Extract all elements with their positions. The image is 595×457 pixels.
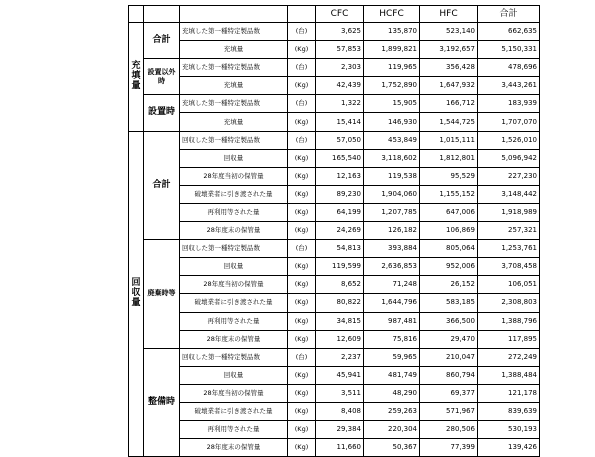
value-total: 1,388,796 (478, 312, 540, 330)
value-hfc: 77,399 (420, 439, 478, 457)
row-unit: (Kg) (288, 185, 316, 203)
value-hfc: 69,377 (420, 384, 478, 402)
table-row (129, 222, 540, 240)
row-unit: (Kg) (288, 113, 316, 131)
table-row (129, 77, 540, 95)
row-item-label: 28年度当初の保管量 (180, 276, 288, 294)
row-item-label: 再利用等された量 (180, 312, 288, 330)
value-cfc: 11,660 (316, 439, 364, 457)
row-unit: (Kg) (288, 41, 316, 59)
value-hfc: 366,500 (420, 312, 478, 330)
value-hfc: 583,185 (420, 294, 478, 312)
table-row (129, 131, 540, 149)
section-label: 設置以外時 (144, 59, 180, 95)
header-blank-item (180, 6, 288, 23)
value-hfc: 1,544,725 (420, 113, 478, 131)
row-unit: (台) (288, 23, 316, 41)
header-cfc: CFC (316, 6, 364, 23)
group-fill-text: 充填量 (131, 61, 141, 92)
value-cfc: 3,625 (316, 23, 364, 41)
value-hfc: 210,047 (420, 348, 478, 366)
value-hcfc: 220,304 (364, 421, 420, 439)
value-cfc: 57,050 (316, 131, 364, 149)
table-row (129, 113, 540, 131)
table-row (129, 23, 540, 41)
value-hfc: 1,155,152 (420, 185, 478, 203)
section-label: 合計 (144, 131, 180, 240)
value-cfc: 2,237 (316, 348, 364, 366)
value-hcfc: 50,367 (364, 439, 420, 457)
header-hcfc: HCFC (364, 6, 420, 23)
value-hcfc: 1,752,890 (364, 77, 420, 95)
value-total: 272,249 (478, 348, 540, 366)
table-row (129, 185, 540, 203)
row-unit: (Kg) (288, 366, 316, 384)
row-unit: (台) (288, 348, 316, 366)
value-hcfc: 259,263 (364, 402, 420, 420)
value-hcfc: 1,899,821 (364, 41, 420, 59)
value-hcfc: 15,905 (364, 95, 420, 113)
row-unit: (Kg) (288, 77, 316, 95)
header-hfc: HFC (420, 6, 478, 23)
value-total: 662,635 (478, 23, 540, 41)
value-total: 3,443,261 (478, 77, 540, 95)
header-total: 合計 (478, 6, 540, 23)
value-hfc: 860,794 (420, 366, 478, 384)
value-hfc: 95,529 (420, 167, 478, 185)
row-item-label: 充填した第一種特定製品数 (180, 95, 288, 113)
value-cfc: 1,322 (316, 95, 364, 113)
value-total: 478,696 (478, 59, 540, 77)
table-row (129, 366, 540, 384)
value-hfc: 1,812,801 (420, 149, 478, 167)
row-unit: (Kg) (288, 439, 316, 457)
row-unit: (台) (288, 95, 316, 113)
table-row (129, 149, 540, 167)
value-cfc: 12,609 (316, 330, 364, 348)
row-unit: (Kg) (288, 294, 316, 312)
row-item-label: 破壊業者に引き渡された量 (180, 294, 288, 312)
value-hfc: 571,967 (420, 402, 478, 420)
table-row (129, 167, 540, 185)
row-item-label: 28年度当初の保管量 (180, 384, 288, 402)
table-row (129, 258, 540, 276)
row-unit: (台) (288, 131, 316, 149)
value-total: 1,918,989 (478, 203, 540, 221)
header-row (129, 6, 540, 23)
value-hcfc: 393,884 (364, 240, 420, 258)
value-cfc: 2,303 (316, 59, 364, 77)
value-cfc: 165,540 (316, 149, 364, 167)
row-item-label: 充填した第一種特定製品数 (180, 59, 288, 77)
value-cfc: 45,941 (316, 366, 364, 384)
row-item-label: 回収した第一種特定製品数 (180, 240, 288, 258)
value-cfc: 24,269 (316, 222, 364, 240)
value-hfc: 166,712 (420, 95, 478, 113)
table-row (129, 439, 540, 457)
table-row (129, 421, 540, 439)
row-item-label: 28年度末の保管量 (180, 439, 288, 457)
value-total: 106,051 (478, 276, 540, 294)
value-hcfc: 126,182 (364, 222, 420, 240)
row-item-label: 充填量 (180, 41, 288, 59)
value-hfc: 280,506 (420, 421, 478, 439)
value-hcfc: 71,248 (364, 276, 420, 294)
value-cfc: 29,384 (316, 421, 364, 439)
value-cfc: 89,230 (316, 185, 364, 203)
value-hcfc: 119,965 (364, 59, 420, 77)
row-unit: (Kg) (288, 421, 316, 439)
value-total: 121,178 (478, 384, 540, 402)
value-total: 1,253,761 (478, 240, 540, 258)
header-blank-subgroup (144, 6, 180, 23)
refrigerant-data-table (128, 5, 540, 457)
header-blank-group (129, 6, 144, 23)
table-row (129, 330, 540, 348)
value-hcfc: 1,207,785 (364, 203, 420, 221)
value-total: 1,388,484 (478, 366, 540, 384)
group-recovery-label (129, 131, 144, 457)
row-unit: (Kg) (288, 258, 316, 276)
header-blank-unit (288, 6, 316, 23)
value-total: 183,939 (478, 95, 540, 113)
table-row (129, 312, 540, 330)
value-hfc: 647,006 (420, 203, 478, 221)
value-hcfc: 1,904,060 (364, 185, 420, 203)
value-hcfc: 75,816 (364, 330, 420, 348)
value-hcfc: 135,870 (364, 23, 420, 41)
value-hcfc: 3,118,602 (364, 149, 420, 167)
row-unit: (Kg) (288, 384, 316, 402)
value-total: 2,308,803 (478, 294, 540, 312)
row-item-label: 28年度末の保管量 (180, 222, 288, 240)
value-cfc: 8,408 (316, 402, 364, 420)
row-item-label: 破壊業者に引き渡された量 (180, 402, 288, 420)
row-item-label: 28年度当初の保管量 (180, 167, 288, 185)
value-total: 3,708,458 (478, 258, 540, 276)
value-hcfc: 2,636,853 (364, 258, 420, 276)
row-item-label: 28年度末の保管量 (180, 330, 288, 348)
value-cfc: 119,599 (316, 258, 364, 276)
value-hcfc: 481,749 (364, 366, 420, 384)
value-total: 227,230 (478, 167, 540, 185)
value-hfc: 29,470 (420, 330, 478, 348)
value-hfc: 106,869 (420, 222, 478, 240)
table-row (129, 59, 540, 77)
table-row (129, 95, 540, 113)
section-label: 合計 (144, 23, 180, 59)
row-item-label: 回収した第一種特定製品数 (180, 131, 288, 149)
value-cfc: 8,652 (316, 276, 364, 294)
value-hfc: 26,152 (420, 276, 478, 294)
value-hcfc: 1,644,796 (364, 294, 420, 312)
row-item-label: 回収量 (180, 149, 288, 167)
row-item-label: 破壊業者に引き渡された量 (180, 185, 288, 203)
value-hfc: 1,647,932 (420, 77, 478, 95)
value-total: 3,148,442 (478, 185, 540, 203)
value-cfc: 57,853 (316, 41, 364, 59)
value-hfc: 3,192,657 (420, 41, 478, 59)
value-total: 1,526,010 (478, 131, 540, 149)
value-hfc: 356,428 (420, 59, 478, 77)
value-cfc: 3,511 (316, 384, 364, 402)
row-unit: (台) (288, 240, 316, 258)
group-recovery-text: 回収量 (131, 278, 141, 309)
value-hfc: 952,006 (420, 258, 478, 276)
row-unit: (台) (288, 59, 316, 77)
value-total: 530,193 (478, 421, 540, 439)
value-total: 257,321 (478, 222, 540, 240)
value-cfc: 12,163 (316, 167, 364, 185)
row-item-label: 再利用等された量 (180, 203, 288, 221)
table-row (129, 203, 540, 221)
row-unit: (Kg) (288, 330, 316, 348)
value-hcfc: 987,481 (364, 312, 420, 330)
value-total: 139,426 (478, 439, 540, 457)
row-unit: (Kg) (288, 402, 316, 420)
value-total: 839,639 (478, 402, 540, 420)
value-hfc: 805,064 (420, 240, 478, 258)
value-total: 117,895 (478, 330, 540, 348)
value-hcfc: 119,538 (364, 167, 420, 185)
row-item-label: 回収した第一種特定製品数 (180, 348, 288, 366)
row-item-label: 回収量 (180, 258, 288, 276)
value-hcfc: 453,849 (364, 131, 420, 149)
value-cfc: 42,439 (316, 77, 364, 95)
row-unit: (Kg) (288, 222, 316, 240)
table-row (129, 402, 540, 420)
row-item-label: 再利用等された量 (180, 421, 288, 439)
row-unit: (Kg) (288, 276, 316, 294)
table-row (129, 240, 540, 258)
value-hcfc: 146,930 (364, 113, 420, 131)
row-item-label: 充填した第一種特定製品数 (180, 23, 288, 41)
value-total: 5,096,942 (478, 149, 540, 167)
table-row (129, 276, 540, 294)
section-label: 廃棄時等 (144, 240, 180, 349)
value-cfc: 80,822 (316, 294, 364, 312)
row-unit: (Kg) (288, 149, 316, 167)
row-unit: (Kg) (288, 312, 316, 330)
value-hfc: 523,140 (420, 23, 478, 41)
row-item-label: 充填量 (180, 77, 288, 95)
section-label: 整備時 (144, 348, 180, 457)
table-row (129, 348, 540, 366)
row-item-label: 充填量 (180, 113, 288, 131)
table-row (129, 41, 540, 59)
row-item-label: 回収量 (180, 366, 288, 384)
value-hcfc: 48,290 (364, 384, 420, 402)
table-row (129, 294, 540, 312)
value-cfc: 64,199 (316, 203, 364, 221)
group-fill-label (129, 23, 144, 132)
section-label: 設置時 (144, 95, 180, 131)
value-total: 1,707,070 (478, 113, 540, 131)
value-cfc: 34,815 (316, 312, 364, 330)
value-cfc: 15,414 (316, 113, 364, 131)
row-unit: (Kg) (288, 167, 316, 185)
value-hcfc: 59,965 (364, 348, 420, 366)
value-hfc: 1,015,111 (420, 131, 478, 149)
value-cfc: 54,813 (316, 240, 364, 258)
value-total: 5,150,331 (478, 41, 540, 59)
table-row (129, 384, 540, 402)
row-unit: (Kg) (288, 203, 316, 221)
